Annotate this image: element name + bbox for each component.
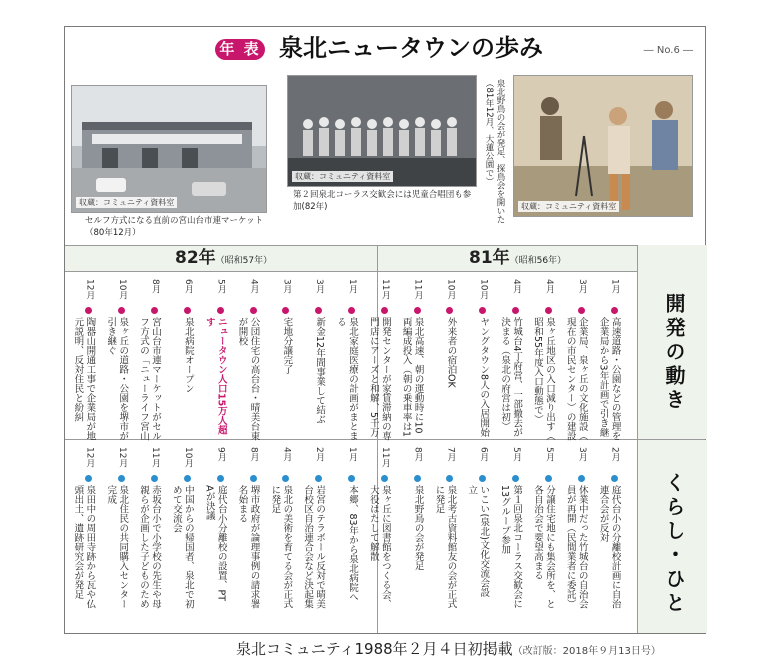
entry-text: 岩宮のテラボール反対で晴美 (314, 485, 326, 609)
entry-text: 休業中だった竹城台の自治会 (576, 485, 588, 609)
photo-credit: 収蔵：コミュニティ資料室 (76, 197, 177, 208)
bullet-dot-icon (381, 307, 388, 314)
bullet-dot-icon (184, 475, 191, 482)
entry-text-cont: 大役はたして解散 (367, 485, 379, 561)
bullet-dot-icon (381, 475, 388, 482)
entry-text: 陶器山開通工事で企業局が地 (84, 317, 96, 441)
entry-text-cont: 各自治会で要望高まる (531, 485, 543, 580)
bullet-dot-icon (446, 307, 453, 314)
birdwatch-illustration (514, 76, 693, 217)
entry-text: 泉ヶ丘地区の入口減り出す（ (543, 317, 555, 441)
year-header-band (65, 245, 637, 272)
entry-month: 12月 (117, 447, 128, 468)
dev-entry (280, 279, 292, 374)
bullet-dot-icon (611, 307, 618, 314)
section-dev (637, 245, 707, 439)
bullet-dot-icon (512, 475, 519, 482)
entry-month: 12月 (84, 279, 95, 300)
entry-text: ヤングタウン8人の入居開始 (478, 317, 490, 438)
life-entry (531, 447, 555, 609)
bullet-dot-icon (118, 475, 125, 482)
entry-month: 6月 (182, 279, 193, 294)
entry-month: 10月 (117, 279, 128, 300)
entry-text: 外来者の宿泊OK (445, 317, 457, 388)
dev-entry (499, 279, 523, 438)
photo-caption: 泉北野鳥の会が発足、探鳥会を開いた（81年12月、大蓮公園で） (484, 79, 505, 224)
photo-caption: セルフ方式になる直前の宮山台市連マーケット（80年12月） (85, 216, 264, 238)
footer (236, 638, 661, 663)
entry-text: 泉北野鳥の会が発足 (412, 485, 424, 571)
entry-text-cont: 決まる（泉北の府営は初） (499, 317, 511, 431)
dev-entry (138, 279, 162, 441)
life-entry (433, 447, 457, 609)
bullet-dot-icon (184, 307, 191, 314)
entry-text: 赤坂台小で小学校の先生や母 (150, 485, 162, 609)
entry-month: 3月 (281, 279, 292, 294)
year-82 (175, 246, 272, 274)
entry-text-cont: が開校 (236, 317, 248, 346)
entry-month: 11月 (150, 447, 161, 468)
dev-entry (531, 279, 555, 441)
entry-month: 8月 (248, 447, 259, 462)
entry-month: 1月 (347, 447, 357, 462)
photo-credit: 収蔵：コミュニティ資料室 (292, 171, 393, 182)
entry-text: 宮山台市連マーケットがセル (150, 317, 162, 441)
bullet-dot-icon (611, 475, 618, 482)
entry-text-cont: 台校区自治連合会など決起集 (302, 485, 314, 609)
section-dev-label: 開発の動き (662, 293, 686, 413)
life-entry (236, 447, 260, 609)
dev-entry (400, 279, 424, 438)
photo-birdwatch (513, 75, 693, 217)
entry-text-cont: 頭出土、遺跡研究会が発足 (72, 485, 84, 599)
dev-entry (72, 279, 96, 441)
entry-text: 堺市政府が論理事例の請求署 (248, 485, 260, 609)
dev-entry (335, 279, 358, 441)
bullet-dot-icon (250, 475, 257, 482)
entry-text: 新金12年間事業して結ぶ (314, 317, 326, 425)
entry-month: 9月 (215, 447, 226, 462)
entry-text: 庭代台小分離校の設置、PT (215, 485, 227, 602)
entry-month: 12月 (84, 447, 95, 468)
entry-text: 泉北病院オープン (182, 317, 194, 393)
bullet-dot-icon (85, 475, 92, 482)
entry-text-cont: フ方式の「ニューライフ宮山 (138, 317, 150, 441)
dev-entry (203, 279, 227, 435)
bullet-dot-icon (85, 307, 92, 314)
entry-text-cont: に発足 (269, 485, 281, 514)
bullet-dot-icon (578, 307, 585, 314)
dev-entry (313, 279, 325, 424)
photo-chorus (287, 75, 477, 187)
entry-text-cont: に発足 (433, 485, 445, 514)
bullet-dot-icon (315, 475, 322, 482)
photo-credit: 収蔵：コミュニティ資料室 (518, 201, 619, 212)
entry-month: 2月 (314, 447, 325, 462)
bullet-dot-icon (545, 475, 552, 482)
entry-month: 4月 (248, 279, 259, 294)
life-entry (170, 447, 194, 609)
entry-text-cont: 引き継ぐ (105, 317, 117, 355)
dev-entry (477, 279, 489, 437)
dev-entry (182, 279, 194, 393)
life-entry (269, 447, 293, 609)
bullet-dot-icon (578, 475, 585, 482)
entry-text: ニュータウン人口15万人超 (215, 317, 227, 435)
entry-month: 10月 (478, 279, 489, 300)
entry-text-cont: 13グループ参加 (499, 485, 511, 555)
section-life (637, 440, 707, 633)
entry-text-cont: す (203, 317, 215, 327)
dev-entry (444, 279, 456, 388)
entry-text: 泉ヶ丘に図書館をつくる会、 (379, 485, 391, 609)
issue-number: ― No.6 ― (643, 45, 693, 56)
year-82-era: （昭和57年） (215, 256, 273, 266)
entry-month: 5月 (215, 279, 226, 294)
entry-text: 企業局、泉ヶ丘の文化施設（ (576, 317, 588, 441)
bullet-dot-icon (348, 307, 355, 314)
entry-text: 泉田中の周田寺跡から瓦や仏 (84, 485, 96, 609)
bullet-dot-icon (282, 307, 289, 314)
entry-text-cont: 元説明、反対住民と紛糾 (72, 317, 84, 422)
entry-text: 竹城台4丁府営、一部撤去が (511, 317, 523, 438)
entry-text: 公団住宅の高台台・晴美台東 (248, 317, 260, 441)
bullet-dot-icon (545, 307, 552, 314)
entry-month: 2月 (609, 447, 620, 462)
bullet-dot-icon (348, 475, 355, 482)
entry-month: 5月 (543, 447, 554, 462)
dev-entry (564, 279, 588, 441)
year-82-label: 82年 (175, 248, 216, 268)
entry-text: 開発センターが家賃滞納の専 (379, 317, 391, 441)
entry-month: 3月 (314, 279, 325, 294)
life-entry (138, 447, 162, 609)
entry-text: 宅地分譲完了 (281, 317, 293, 374)
entry-month: 7月 (445, 447, 456, 462)
entry-month: 8月 (150, 279, 161, 294)
entry-month: 1月 (609, 279, 620, 294)
entry-month: 4月 (543, 279, 554, 294)
entry-text: 泉ヶ丘の道路・公園を堺市が (117, 317, 129, 441)
year-81 (469, 246, 566, 274)
footer-revision: （改訂版：2018年９月13日号） (512, 646, 661, 657)
entry-text-cont: 完成 (105, 485, 117, 504)
page-title: 泉北ニュータウンの歩み (279, 34, 543, 62)
entry-text-cont: めて交流会 (170, 485, 182, 533)
bullet-dot-icon (446, 475, 453, 482)
entry-text: いこい(泉北)文化交流会設 (478, 485, 490, 597)
bullet-dot-icon (512, 307, 519, 314)
entry-text: 中国からの帰国者、泉北で初 (182, 485, 194, 609)
entry-month: 10月 (445, 279, 456, 300)
title-bar (65, 27, 705, 71)
entry-month: 11月 (379, 447, 390, 468)
bullet-dot-icon (315, 307, 322, 314)
entry-text: 泉北考古資料館友の会が正式 (445, 485, 457, 609)
entry-text-cont: 昭和55年度入口動態で） (531, 317, 543, 425)
entry-month: 3月 (576, 279, 587, 294)
bullet-dot-icon (151, 475, 158, 482)
entry-text-cont: 親らが企画した子どものため (138, 485, 150, 609)
entry-text: 泉北家庭医療の計画がまとま (347, 317, 358, 441)
entry-text: 庭代台小の分離校計画に自治 (609, 485, 621, 609)
year-81-era: （昭和56年） (509, 256, 567, 266)
entry-month: 8月 (412, 447, 423, 462)
entry-text: 第１回泉北コーラス交歓会に (511, 485, 523, 609)
photo-caption: 第２回泉北コーラス交歓会には児童合唱団も参加(82年) (293, 190, 472, 212)
entry-month: 11月 (412, 279, 423, 300)
dev-entry (367, 279, 391, 441)
life-entry (412, 447, 424, 571)
entry-text-cont: る (335, 317, 346, 327)
bullet-dot-icon (250, 307, 257, 314)
entry-text-cont: 門店にアーズと和解、5千万 (367, 317, 379, 438)
entry-text-cont: 企業局から3年計画で引き継 (597, 317, 609, 438)
dev-entry (236, 279, 260, 441)
entry-text: 泉北住民の共同購入センター (117, 485, 129, 609)
chronology-badge: 年 表 (215, 39, 265, 60)
life-entry (72, 447, 96, 609)
life-entry (597, 447, 621, 609)
bullet-dot-icon (217, 307, 224, 314)
bullet-dot-icon (414, 307, 421, 314)
entry-text: 本郷、83年から泉北病院へ (347, 485, 358, 602)
entry-text-cont: 名始まる (236, 485, 248, 523)
chronology-sheet (64, 26, 706, 634)
entry-month: 4月 (511, 279, 522, 294)
entry-month: 11月 (379, 279, 390, 300)
entry-text-cont: Aが決議 (203, 485, 215, 520)
bullet-dot-icon (479, 307, 486, 314)
life-entry (346, 447, 358, 602)
life-entry (203, 447, 227, 602)
entry-text: 泉北高速、朝の運動時に10 (412, 317, 424, 434)
bullet-dot-icon (151, 307, 158, 314)
entry-month: 10月 (182, 447, 193, 468)
bullet-dot-icon (414, 475, 421, 482)
entry-month: 3月 (576, 447, 587, 462)
life-entry (499, 447, 523, 609)
life-entry (302, 447, 326, 609)
life-entry (564, 447, 588, 609)
footer-publication: 泉北コミュニティ1988年２月４日初掲載 (236, 640, 513, 658)
entry-text-cont: 立 (466, 485, 478, 495)
entry-text-cont: 連合会が反対 (597, 485, 609, 542)
bullet-dot-icon (282, 475, 289, 482)
section-life-label: くらし・ひと (662, 472, 686, 616)
dev-entry (597, 279, 621, 441)
bullet-dot-icon (479, 475, 486, 482)
entry-text-cont: 現在の市民センター）の建設 (564, 317, 576, 441)
entry-month: 6月 (478, 447, 489, 462)
entry-text-cont: 両編成投入（朝の乗車率は1 (400, 317, 412, 438)
entry-month: 1月 (347, 279, 357, 294)
entry-text: 泉北の美術を育てる会が正式 (281, 485, 293, 609)
photo-market (71, 85, 267, 213)
life-entry (105, 447, 129, 609)
life-entry (466, 447, 490, 597)
year-81-label: 81年 (469, 248, 510, 268)
bullet-dot-icon (217, 475, 224, 482)
life-entry (367, 447, 391, 609)
bullet-dot-icon (118, 307, 125, 314)
entry-month: 5月 (511, 447, 522, 462)
entry-text: 分譲住宅地にも集会所を、と (543, 485, 555, 609)
entry-text-cont: 員が再開（民間業者に委託） (564, 485, 576, 609)
entry-month: 4月 (281, 447, 292, 462)
market-illustration (72, 86, 267, 213)
entry-text: 高速道路・公園などの管理を (609, 317, 621, 441)
dev-entry (105, 279, 129, 441)
